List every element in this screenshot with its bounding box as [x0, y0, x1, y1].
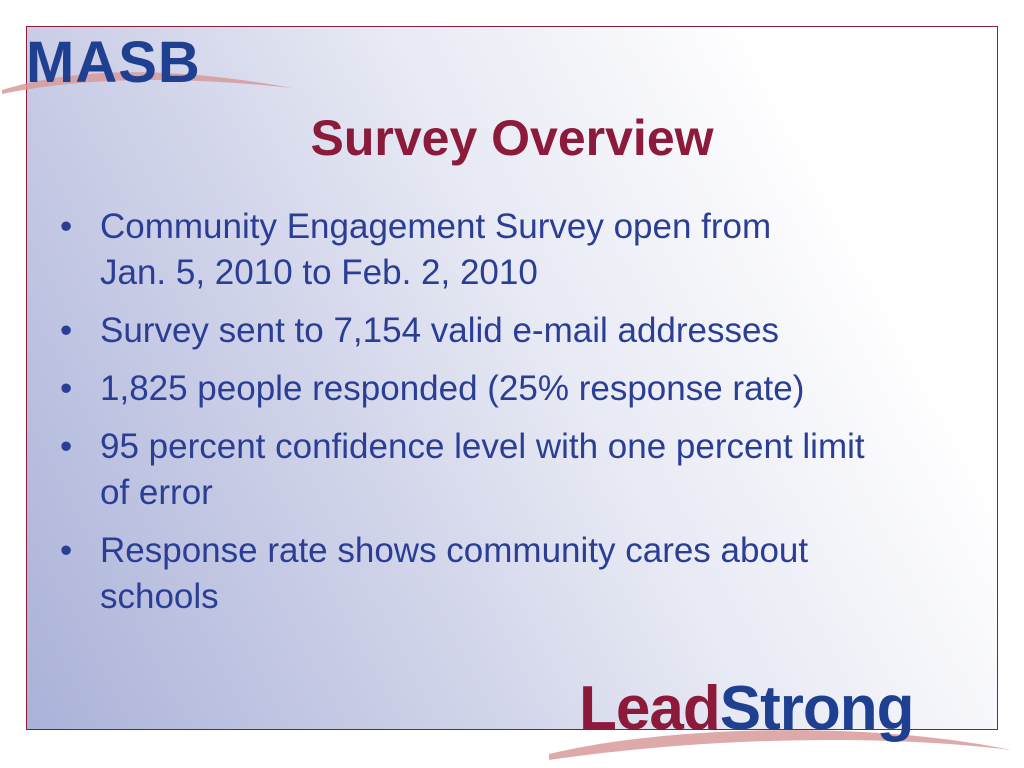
bullet-item-responded: [56, 366, 986, 412]
bullet-text-line: 95 percent confidence level with one percent limit: [100, 427, 865, 466]
lead-word: Lead: [579, 674, 720, 743]
bullet-text-line: 1,825 people responded (25% response rate): [100, 369, 805, 408]
bullet-marker: •: [60, 207, 73, 246]
strong-word: Strong: [719, 674, 914, 743]
bullet-text-line: Response rate shows community cares about: [100, 531, 809, 570]
bullet-text-line: of error: [100, 473, 213, 512]
bullet-item-sent: [56, 308, 986, 354]
bullet-list: [56, 204, 986, 632]
bullet-marker: •: [60, 311, 73, 350]
bullet-text-line: Survey sent to 7,154 valid e-mail addresses: [100, 311, 779, 350]
bullet-marker: •: [60, 531, 73, 570]
bullet-text-line: Jan. 5, 2010 to Feb. 2, 2010: [100, 253, 538, 292]
bullet-item-cares: [56, 528, 986, 620]
bullet-marker: •: [60, 369, 73, 408]
bullet-item-open-dates: [56, 204, 986, 296]
slide-title: Survey Overview: [310, 110, 714, 166]
bullet-text-line: Community Engagement Survey open from: [100, 207, 772, 246]
bullet-text-line: schools: [100, 577, 219, 616]
masb-logo-text: MASB: [26, 30, 201, 95]
leadstrong-logo-text: [579, 674, 913, 744]
bullet-marker: •: [60, 427, 73, 466]
masb-logo: [0, 14, 300, 104]
leadstrong-logo: [545, 670, 1015, 768]
bullet-item-confidence: [56, 424, 986, 516]
